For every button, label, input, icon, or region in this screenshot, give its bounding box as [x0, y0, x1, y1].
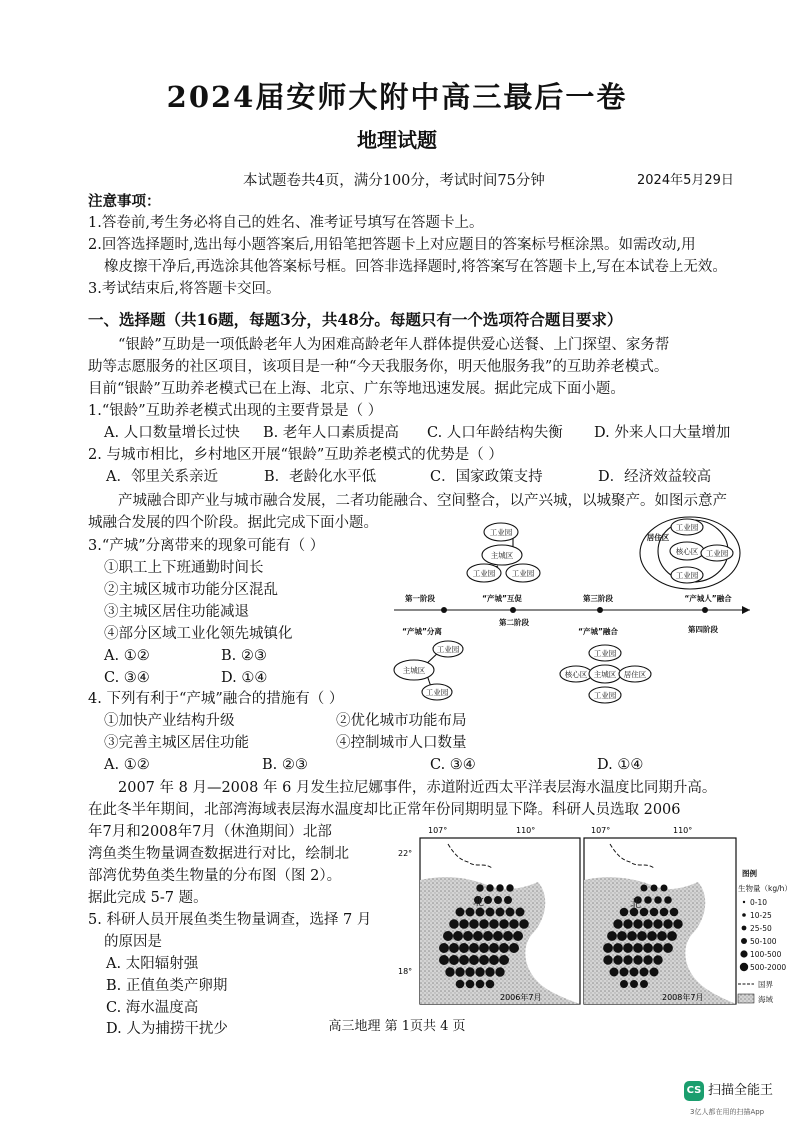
- biomass-dot: [474, 932, 483, 941]
- biomass-dot: [456, 968, 464, 976]
- question-2-option-a[interactable]: A．邻里关系亲近: [106, 469, 218, 485]
- biomass-dot: [500, 956, 509, 965]
- biomass-dot: [654, 956, 662, 964]
- biomass-dot: [634, 944, 643, 953]
- biomass-dot: [634, 920, 642, 928]
- biomass-dot: [460, 956, 469, 965]
- passage-line: 目前“银龄”互助养老模式已在上海、北京、广东等地迅速发展。据此完成下面小题。: [88, 381, 625, 397]
- map-year-right: 2008年7月: [662, 993, 704, 1002]
- stage-3: 第三阶段: [583, 594, 613, 603]
- biomass-dot: [485, 897, 492, 904]
- passage-line: “银龄”互助是一项低龄老年人为困难高龄老年人群体提供爱心送餐、上门探望、家务帮: [118, 337, 670, 353]
- question-2-option-b[interactable]: B．老龄化水平低: [264, 469, 377, 485]
- biomass-dot: [654, 944, 663, 953]
- biomass-dot: [640, 908, 648, 916]
- exam-date: 2024年5月29日: [637, 173, 734, 188]
- question-4-item: ②优化城市功能布局: [336, 713, 467, 729]
- label-industrial: 工业园: [472, 569, 496, 578]
- industry-city-diagram: [390, 508, 770, 708]
- legend-item: 25-50: [750, 924, 772, 933]
- label-residential-area: 居住区: [646, 533, 670, 542]
- biomass-dot: [634, 956, 642, 964]
- question-3-item: ④部分区域工业化领先城镇化: [104, 626, 293, 642]
- question-4-option-b[interactable]: B. ②③: [262, 757, 308, 773]
- biomass-dot: [470, 944, 479, 953]
- biomass-dot: [514, 932, 523, 941]
- map-2006: [398, 826, 580, 1004]
- biomass-dot: [651, 885, 657, 891]
- label-main-city: 主城区: [402, 666, 426, 675]
- biomass-dot: [466, 968, 474, 976]
- biomass-dot: [440, 956, 449, 965]
- biomass-dot: [490, 920, 499, 929]
- biomass-dot: [460, 944, 469, 953]
- lon-label: 110°: [673, 826, 693, 835]
- legend-title: 图例: [742, 869, 757, 878]
- label-industrial: 工业园: [511, 569, 535, 578]
- legend-sea: 海域: [758, 995, 773, 1004]
- biomass-dot: [614, 920, 622, 928]
- lat-label: 18°: [398, 967, 413, 976]
- stage-3-label: “产城”融合: [578, 627, 618, 636]
- question-4-item: ①加快产业结构升级: [104, 713, 235, 729]
- biomass-dot: [638, 932, 647, 941]
- label-industrial: 工业园: [675, 571, 699, 580]
- biomass-dot: [610, 968, 618, 976]
- legend-subtitle: 生物量（kg/h）: [738, 884, 792, 893]
- biomass-dot: [486, 968, 494, 976]
- biomass-dot: [665, 897, 672, 904]
- lon-label: 107°: [428, 826, 448, 835]
- question-2-option-c[interactable]: C．国家政策支持: [430, 469, 543, 485]
- question-4-item: ④控制城市人口数量: [336, 735, 467, 751]
- question-5-stem: 5. 科研人员开展鱼类生物量调查，选择 7 月: [88, 912, 372, 928]
- page-subtitle: 地理试题: [357, 128, 437, 152]
- lon-label: 110°: [516, 826, 536, 835]
- stage-4: 第四阶段: [688, 625, 718, 634]
- biomass-dot: [464, 932, 473, 941]
- question-4-option-d[interactable]: D. ①④: [597, 757, 644, 773]
- biomass-dot: [520, 920, 529, 929]
- label-industrial: 工业园: [593, 691, 617, 700]
- label-industrial: 工业园: [436, 645, 460, 654]
- label-industrial: 工业园: [489, 528, 513, 537]
- question-5-option-a[interactable]: A. 太阳辐射强: [106, 956, 199, 972]
- biomass-dot: [645, 897, 652, 904]
- biomass-dot: [650, 908, 658, 916]
- biomass-dot: [668, 932, 677, 941]
- passage-line: 助等志愿服务的社区项目，该项目是一种“今天我服务你，明天他服务我”的互助养老模式。: [88, 359, 669, 375]
- stage-2-label: “产城”互促: [482, 594, 522, 603]
- map-2008: [584, 826, 736, 1004]
- question-3-item: ③主城区居住功能减退: [104, 604, 249, 620]
- biomass-dot: [604, 944, 613, 953]
- biomass-dot: [460, 920, 469, 929]
- camscanner-tagline: 3亿人都在用的扫描App: [690, 1108, 765, 1116]
- biomass-dot: [614, 956, 622, 964]
- question-4-item: ③完善主城区居住功能: [104, 735, 249, 751]
- biomass-dot: [510, 944, 519, 953]
- passage-line: 年7月和2008年7月（休渔期间）北部: [88, 824, 332, 840]
- legend-item: 0-10: [750, 898, 768, 907]
- label-industrial: 工业园: [425, 688, 449, 697]
- biomass-dot: [477, 885, 483, 891]
- biomass-dot: [628, 932, 637, 941]
- biomass-dot: [454, 932, 463, 941]
- section-heading: 一、选择题（共16题，每题3分，共48分。每题只有一个选项符合题目要求）: [88, 310, 623, 329]
- biomass-dot: [641, 981, 648, 988]
- biomass-dot: [476, 980, 484, 988]
- biomass-dot: [507, 885, 513, 891]
- question-4-option-a[interactable]: A. ①②: [104, 757, 150, 773]
- label-industrial: 工业园: [675, 523, 699, 532]
- question-1-option-c[interactable]: C. 人口年龄结构失衡: [427, 425, 563, 441]
- biomass-dot: [661, 885, 667, 891]
- biomass-dot: [644, 956, 652, 964]
- biomass-dot: [648, 932, 657, 941]
- question-5-option-b[interactable]: B. 正值鱼类产卵期: [106, 978, 228, 994]
- biomass-dot: [495, 897, 502, 904]
- question-3-item: ②主城区城市功能分区混乱: [104, 582, 278, 598]
- beibu-gulf-fish-biomass-maps: [388, 822, 792, 1010]
- lon-label: 107°: [591, 826, 611, 835]
- biomass-dot: [440, 944, 449, 953]
- biomass-dot: [644, 920, 652, 928]
- biomass-dot: [470, 920, 479, 929]
- legend-item: 500-2000: [750, 963, 787, 972]
- question-4-stem: 4. 下列有利于“产城”融合的措施有（ ）: [88, 691, 344, 707]
- question-4-option-c[interactable]: C. ③④: [430, 757, 476, 773]
- biomass-dot: [641, 885, 647, 891]
- passage-line: 在此冬半年期间，北部湾海域表层海水温度却比正常年份同期明显下降。科研人员选取 2006: [88, 802, 681, 818]
- exam-info: 本试题卷共4页，满分100分，考试时间75分钟: [243, 173, 545, 189]
- passage-line: 2007 年 8 月—2008 年 6 月发生拉尼娜事件，赤道附近西太平洋表层海水温度比同期升高。: [118, 780, 717, 796]
- biomass-dot: [486, 908, 494, 916]
- biomass-dot: [450, 956, 459, 965]
- question-1-option-a[interactable]: A. 人口数量增长过快: [104, 425, 240, 441]
- biomass-dot: [618, 932, 627, 941]
- question-3-option-c[interactable]: C. ③④: [104, 670, 150, 686]
- biomass-dot: [624, 944, 633, 953]
- question-3-option-b[interactable]: B. ②③: [221, 648, 267, 664]
- stage-1-label: “产城”分离: [402, 627, 442, 636]
- biomass-dot: [660, 908, 668, 916]
- biomass-dot: [620, 908, 628, 916]
- biomass-dot: [624, 956, 632, 964]
- question-1-stem: 1.“银龄”互助养老模式出现的主要背景是（ ）: [88, 403, 383, 419]
- biomass-dot: [490, 956, 499, 965]
- biomass-dot: [446, 968, 454, 976]
- passage-line: 部湾优势鱼类生物量的分布图（图 2）。: [88, 868, 342, 884]
- question-5-option-d[interactable]: D. 人为捕捞干扰少: [106, 1021, 228, 1037]
- biomass-dot: [496, 968, 504, 976]
- biomass-dot: [504, 932, 513, 941]
- biomass-dot: [494, 932, 503, 941]
- biomass-dot: [500, 920, 509, 929]
- notice-item: 1.答卷前,考生务必将自己的姓名、准考证号填写在答题卡上。: [88, 215, 484, 231]
- camscanner-name: 扫描全能王: [708, 1083, 774, 1098]
- question-1-option-d[interactable]: D. 外来人口大量增加: [594, 425, 731, 441]
- biomass-dot: [466, 980, 474, 988]
- map-year-left: 2006年7月: [500, 993, 542, 1002]
- question-3-option-d[interactable]: D. ①④: [221, 670, 268, 686]
- biomass-dot: [500, 944, 509, 953]
- biomass-dot: [664, 944, 673, 953]
- biomass-dot: [487, 885, 493, 891]
- question-3-option-a[interactable]: A. ①②: [104, 648, 150, 664]
- biomass-dot: [650, 968, 658, 976]
- notice-item: 橡皮擦干净后,再选涂其他答案标号框。回答非选择题时,将答案写在答题卡上,写在本试卷上无效。: [104, 259, 727, 275]
- biomass-dot: [670, 908, 678, 916]
- legend-item: 10-25: [750, 911, 772, 920]
- biomass-dot: [614, 944, 623, 953]
- question-1-option-b[interactable]: B. 老年人口素质提高: [263, 425, 399, 441]
- passage-line: 据此完成 5-7 题。: [88, 890, 208, 906]
- biomass-dot: [450, 944, 459, 953]
- biomass-dot: [480, 944, 489, 953]
- biomass-dot: [516, 908, 524, 916]
- biomass-dot: [664, 920, 672, 928]
- biomass-dot: [480, 956, 489, 965]
- label-core: 核心区: [675, 547, 699, 556]
- biomass-dot: [506, 908, 514, 916]
- notice-item: 2.回答选择题时,选出每小题答案后,用铅笔把答题卡上对应题目的答案标号框涂黑。如需改动,用: [88, 237, 696, 253]
- legend-item: 100-500: [750, 950, 782, 959]
- question-5-stem-cont: 的原因是: [104, 934, 162, 950]
- stage-4-label: “产城人”融合: [684, 594, 732, 603]
- map-label-left: 北: [473, 895, 484, 908]
- legend-item: 50-100: [750, 937, 777, 946]
- biomass-dot: [470, 956, 479, 965]
- biomass-dot: [486, 980, 494, 988]
- biomass-dot: [476, 968, 484, 976]
- notice-item: 3.考试结束后,将答题卡交回。: [88, 281, 281, 297]
- biomass-dot: [640, 968, 648, 976]
- biomass-dot: [510, 920, 519, 929]
- biomass-dot: [490, 944, 499, 953]
- biomass-dot: [497, 885, 503, 891]
- label-main-city: 主城区: [490, 551, 514, 560]
- biomass-dot: [644, 944, 653, 953]
- label-industrial: 工业园: [593, 649, 617, 658]
- map-legend: [738, 868, 792, 1004]
- biomass-dot: [630, 968, 638, 976]
- page-title: 2024届安师大附中高三最后一卷: [166, 80, 628, 114]
- biomass-dot: [456, 980, 464, 988]
- page-footer: 高三地理 第 1页共 4 页: [328, 1019, 466, 1034]
- stage-2: 第二阶段: [499, 618, 529, 627]
- question-5-option-c[interactable]: C. 海水温度高: [106, 1000, 199, 1016]
- biomass-dot: [658, 932, 667, 941]
- biomass-dot: [444, 932, 453, 941]
- biomass-dot: [466, 908, 474, 916]
- label-industrial: 工业园: [705, 549, 729, 558]
- map-label-right: 北: [630, 897, 641, 910]
- biomass-dot: [450, 920, 459, 929]
- label-main-city: 主城区: [593, 670, 617, 679]
- biomass-dot: [631, 981, 638, 988]
- biomass-dot: [484, 932, 493, 941]
- biomass-dot: [476, 908, 484, 916]
- biomass-dot: [620, 968, 628, 976]
- question-2-option-d[interactable]: D．经济效益较高: [598, 469, 712, 485]
- notice-heading: 注意事项：: [88, 193, 161, 210]
- label-residential: 居住区: [623, 670, 647, 679]
- passage-line: 产城融合即产业与城市融合发展，二者功能融合、空间整合，以产兴城，以城聚产。如图示意产: [118, 493, 727, 509]
- biomass-dot: [624, 920, 632, 928]
- biomass-dot: [621, 981, 628, 988]
- camscanner-logo-icon: CS: [684, 1081, 704, 1101]
- biomass-dot: [480, 920, 489, 929]
- legend-border: 国界: [758, 980, 773, 989]
- passage-line: 城融合发展的四个阶段。据此完成下面小题。: [88, 515, 378, 531]
- stage-1: 第一阶段: [405, 594, 435, 603]
- question-2-stem: 2. 与城市相比，乡村地区开展“银龄”互助养老模式的优势是（ ）: [88, 447, 503, 463]
- label-core: 核心区: [564, 670, 588, 679]
- biomass-dot: [496, 908, 504, 916]
- lat-label: 22°: [398, 849, 413, 858]
- question-3-stem: 3.“产城”分离带来的现象可能有（ ）: [88, 538, 325, 554]
- biomass-dot: [505, 897, 512, 904]
- biomass-dot: [654, 920, 662, 928]
- biomass-dot: [608, 932, 617, 941]
- biomass-dot: [674, 920, 682, 928]
- biomass-dot: [655, 897, 662, 904]
- question-3-item: ①职工上下班通勤时间长: [104, 560, 264, 576]
- passage-line: 湾鱼类生物量调查数据进行对比，绘制北: [88, 846, 349, 862]
- biomass-dot: [604, 956, 612, 964]
- biomass-dot: [456, 908, 464, 916]
